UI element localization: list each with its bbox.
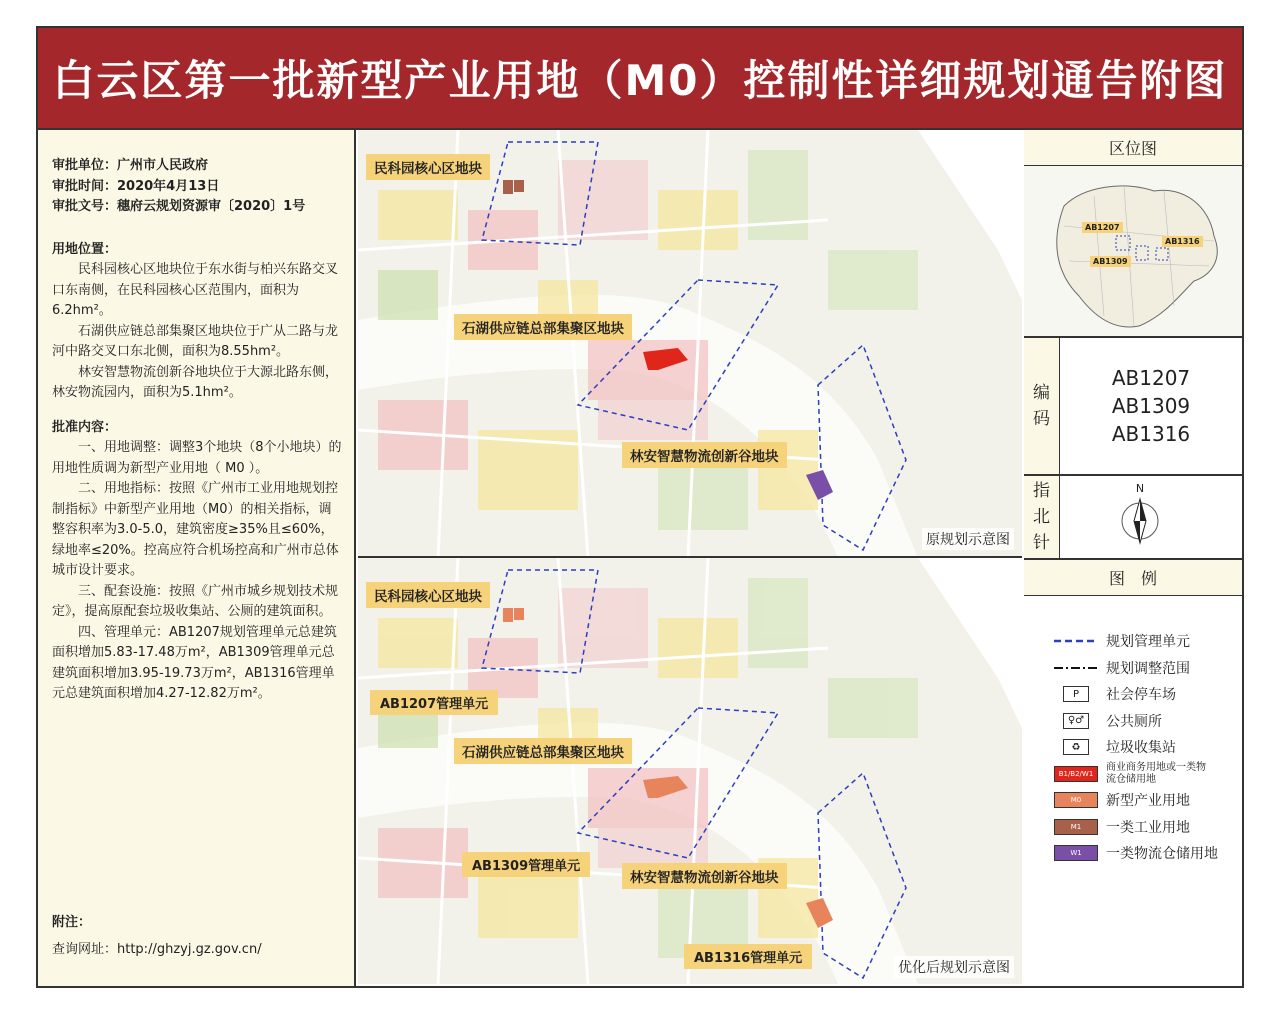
- original-plan-map: [358, 130, 1022, 558]
- callout-linan-top: 林安智慧物流创新谷地块: [622, 442, 787, 468]
- callout-shihu-bottom: 石湖供应链总部集聚区地块: [454, 738, 632, 764]
- content-land-indicators: 二、用地指标：按照《广州市工业用地规划控制指标》中新型产业用地（M0）的相关指标，调整容积率为3.0-5.0，建筑密度≥35%且≤60%，绿地率≤20%。控高应符合机场控高和广州市总体城市设计要求。: [52, 481, 339, 578]
- location-linan: 林安智慧物流创新谷地块位于大源北路东侧，林安物流园内，面积为5.1hm²。: [52, 364, 339, 400]
- legend-heading: 图 例: [1024, 560, 1242, 596]
- code-side-char-2: 码: [1033, 409, 1050, 429]
- legend-list: [1054, 628, 1218, 867]
- note-block: [52, 913, 262, 960]
- unit-tag-ab1207: AB1207管理单元: [370, 690, 498, 715]
- compass-rose-icon: [1120, 495, 1160, 551]
- land-use-swatch-icon: B1/B2/W1: [1054, 766, 1098, 782]
- approval-doc-number: 审批文号：穗府云规划资源审〔2020〕1号: [52, 199, 306, 214]
- location-minke: 民科园核心区地块位于东水街与柏兴东路交叉口东南侧，在民科园核心区范围内，面积为6.2hm²。: [52, 262, 339, 318]
- compass-side-char-3: 针: [1033, 533, 1050, 553]
- legend-item: [1054, 761, 1218, 788]
- sheet-title: 白云区第一批新型产业用地（M0）控制性详细规划通告附图: [52, 56, 1228, 105]
- description-panel: [38, 130, 356, 986]
- legend-item: [1054, 787, 1218, 814]
- code-side-label: [1024, 338, 1060, 474]
- legend-section: [1024, 560, 1242, 986]
- content-facilities: 三、配套设施：按照《广州市城乡规划技术规定》，提高原配套垃圾收集站、公厕的建筑面积。: [52, 583, 339, 619]
- legend-item: [1054, 734, 1218, 761]
- dash-dot-line-icon: [1054, 660, 1098, 676]
- parking-icon: P: [1063, 686, 1089, 702]
- optimized-plan-label: 优化后规划示意图: [894, 956, 1014, 978]
- locator-section: [1024, 130, 1242, 338]
- compass-side-label: [1024, 476, 1060, 558]
- legend-item: [1054, 840, 1218, 867]
- legend-label: 新型产业用地: [1106, 793, 1190, 810]
- approval-time: 审批时间：2020年4月13日: [52, 178, 220, 194]
- code-ab1207: AB1207: [1111, 366, 1191, 390]
- north-arrow-section: [1024, 476, 1242, 560]
- legend-label: 社会停车场: [1106, 687, 1176, 704]
- original-plan-label: 原规划示意图: [922, 528, 1014, 550]
- note-heading: 附注：: [52, 915, 92, 930]
- info-sidebar: [1024, 130, 1242, 986]
- legend-item: [1054, 628, 1218, 655]
- unit-tag-ab1316: AB1316管理单元: [684, 944, 812, 969]
- compass-side-char-1: 指: [1033, 481, 1050, 501]
- land-use-swatch-icon: M0: [1054, 792, 1098, 808]
- code-ab1309: AB1309: [1111, 394, 1191, 418]
- legend-label: 商业商务用地或一类物流仓储用地: [1106, 761, 1206, 785]
- locator-heading: 区位图: [1024, 130, 1242, 166]
- north-letter: N: [1135, 482, 1145, 495]
- location-heading: 用地位置：: [52, 241, 118, 257]
- content-land-adjust: 一、用地调整：调整3个地块（8个小地块）的用地性质调为新型产业用地（ M0 ）。: [52, 440, 342, 476]
- original-plan-basemap: [358, 130, 1022, 558]
- legend-label: 规划调整范围: [1106, 660, 1190, 677]
- map-area: [358, 130, 1022, 986]
- map-sheet-frame: [36, 26, 1244, 988]
- district-outline: [1024, 166, 1242, 336]
- locator-tag-ab1316: AB1316: [1162, 236, 1203, 247]
- legend-label: 一类物流仓储用地: [1106, 846, 1218, 863]
- code-section: [1024, 338, 1242, 476]
- location-shihu: 石湖供应链总部集聚区地块位于广从二路与龙河中路交叉口东北侧，面积为8.55hm²。: [52, 323, 339, 359]
- compass-side-char-2: 北: [1033, 507, 1050, 527]
- legend-item: [1054, 681, 1218, 708]
- callout-minke-bottom: 民科园核心区地块: [366, 582, 490, 608]
- trash-icon: ♻: [1063, 739, 1089, 755]
- optimized-plan-basemap: [358, 558, 1022, 984]
- unit-tag-ab1309: AB1309管理单元: [462, 852, 590, 877]
- locator-map: [1024, 166, 1242, 336]
- locator-tag-ab1207: AB1207: [1082, 222, 1123, 233]
- approval-content-heading: 批准内容：: [52, 419, 118, 435]
- legend-item: [1054, 814, 1218, 841]
- title-banner: [38, 28, 1242, 130]
- code-list: [1060, 338, 1242, 474]
- callout-linan-bottom: 林安智慧物流创新谷地块: [622, 863, 787, 889]
- legend-label: 规划管理单元: [1106, 634, 1190, 651]
- locator-tag-ab1309: AB1309: [1090, 256, 1131, 267]
- legend-label: 一类工业用地: [1106, 819, 1190, 836]
- legend-label: 垃圾收集站: [1106, 740, 1176, 757]
- blue-dashed-line-icon: [1054, 633, 1098, 649]
- query-url-link[interactable]: 查询网址：http://ghzyj.gz.gov.cn/: [52, 941, 262, 957]
- legend-label: 公共厕所: [1106, 713, 1162, 730]
- code-side-char-1: 编: [1033, 383, 1050, 403]
- approval-unit: 审批单位：广州市人民政府: [52, 158, 209, 173]
- legend-item: [1054, 708, 1218, 735]
- callout-shihu-top: 石湖供应链总部集聚区地块: [454, 314, 632, 340]
- legend-item: [1054, 655, 1218, 682]
- callout-minke-top: 民科园核心区地块: [366, 154, 490, 180]
- north-arrow-icon: [1120, 482, 1160, 555]
- toilet-icon: ♀♂: [1063, 713, 1089, 729]
- optimized-plan-map: [358, 558, 1022, 984]
- code-ab1316: AB1316: [1111, 422, 1191, 446]
- content-management-units: 四、管理单元：AB1207规划管理单元总建筑面积增加5.83-17.48万m²，AB1309管理单元总建筑面积增加3.95-19.73万m²，AB1316管理单元总建筑面积增加4.27-12.82万m²。: [52, 624, 337, 701]
- land-use-swatch-icon: M1: [1054, 819, 1098, 835]
- land-use-swatch-icon: W1: [1054, 845, 1098, 861]
